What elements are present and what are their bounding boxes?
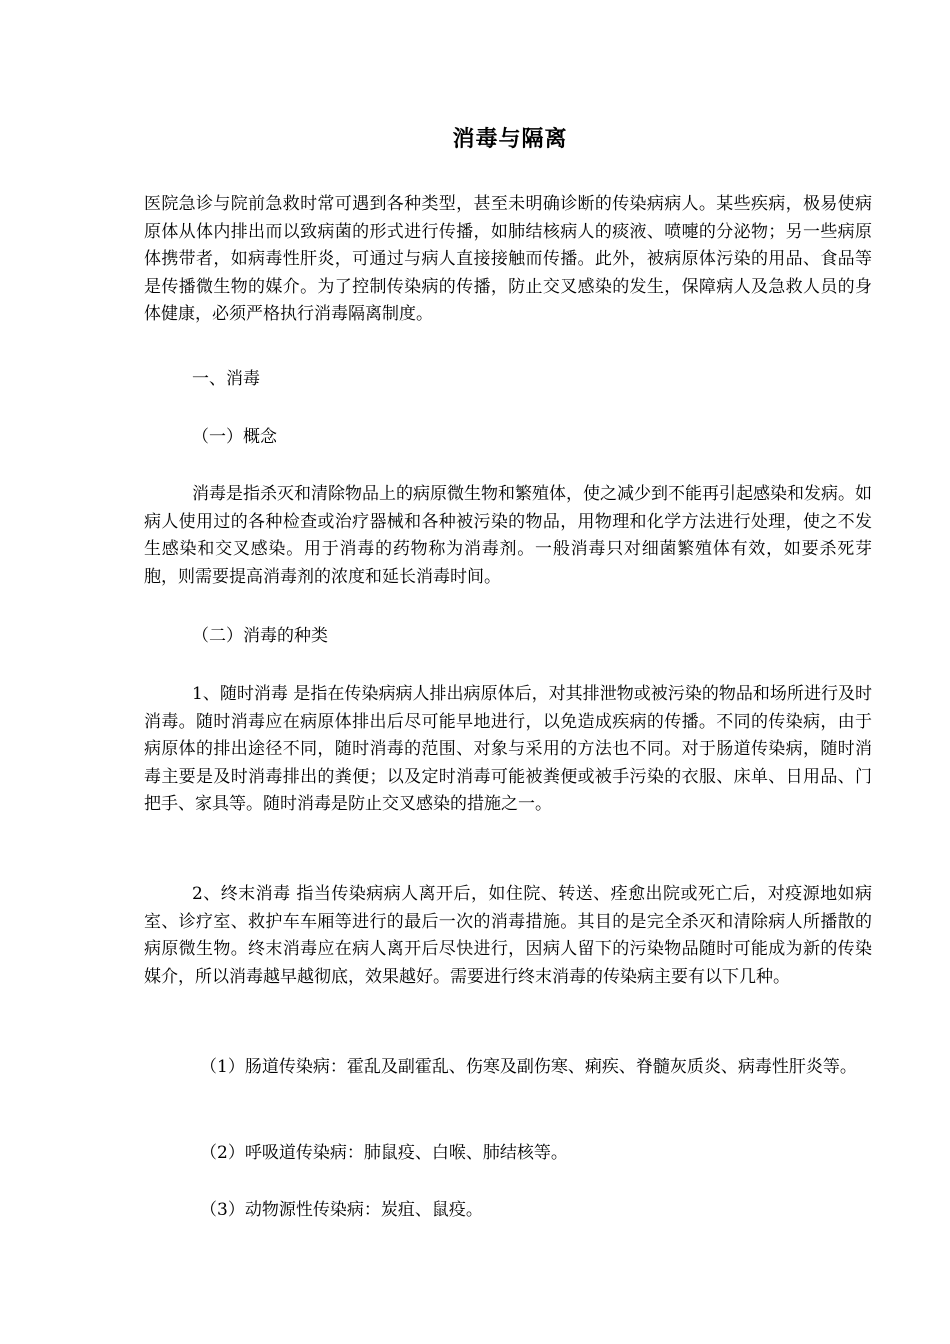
subsection-heading-concept: （一）概念 <box>192 427 277 447</box>
section-heading-disinfection: 一、消毒 <box>192 369 260 389</box>
list-item-respiratory: （2）呼吸道传染病：肺鼠疫、白喉、肺结核等。 <box>200 1143 568 1163</box>
subsection-heading-types: （二）消毒的种类 <box>192 626 328 646</box>
type1-paragraph: 1、随时消毒 是指在传染病病人排出病原体后，对其排泄物或被污染的物品和场所进行及时消毒。随时消毒应在病原体排出后尽可能早地进行，以免造成疾病的传播。不同的传染病，由于病原体的排出途径不同，随时消毒的范围、对象与采用的方法也不同。对于肠道传染病，随时消毒主要是及时消毒排出的粪便；以及定时消毒可能被粪便或被手污染的衣服、床单、日用品、门把手、家具等。随时消毒是防止交叉感染的措施之一。 <box>144 684 872 815</box>
page-title: 消毒与隔离 <box>452 126 568 152</box>
type2-paragraph: 2、终末消毒 指当传染病病人离开后，如住院、转送、痊愈出院或死亡后，对疫源地如病室、诊疗室、救护车车厢等进行的最后一次的消毒措施。其目的是完全杀灭和清除病人所播散的病原微生物。终末消毒应在病人离开后尽快进行，因病人留下的污染物品随时可能成为新的传染媒介，所以消毒越早越彻底，效果越好。需要进行终末消毒的传染病主要有以下几种。 <box>144 884 872 987</box>
list-item-zoonotic: （3）动物源性传染病：炭疽、鼠疫。 <box>200 1200 483 1220</box>
list-item-intestinal: （1）肠道传染病：霍乱及副霍乱、伤寒及副伤寒、痢疾、脊髓灰质炎、病毒性肝炎等。 <box>200 1057 857 1077</box>
intro-paragraph: 医院急诊与院前急救时常可遇到各种类型，甚至未明确诊断的传染病病人。某些疾病，极易使病原体从体内排出而以致病菌的形式进行传播，如肺结核病人的痰液、喷嚏的分泌物；另一些病原体携带者，如病毒性肝炎，可通过与病人直接接触而传播。此外，被病原体污染的用品、食品等是传播微生物的媒介。为了控制传染病的传播，防止交叉感染的发生，保障病人及急救人员的身体健康，必须严格执行消毒隔离制度。 <box>144 194 872 325</box>
concept-paragraph: 消毒是指杀灭和清除物品上的病原微生物和繁殖体，使之减少到不能再引起感染和发病。如病人使用过的各种检查或治疗器械和各种被污染的物品，用物理和化学方法进行处理，使之不发生感染和交叉感染。用于消毒的药物称为消毒剂。一般消毒只对细菌繁殖体有效，如要杀死芽胞，则需要提高消毒剂的浓度和延长消毒时间。 <box>144 484 872 587</box>
